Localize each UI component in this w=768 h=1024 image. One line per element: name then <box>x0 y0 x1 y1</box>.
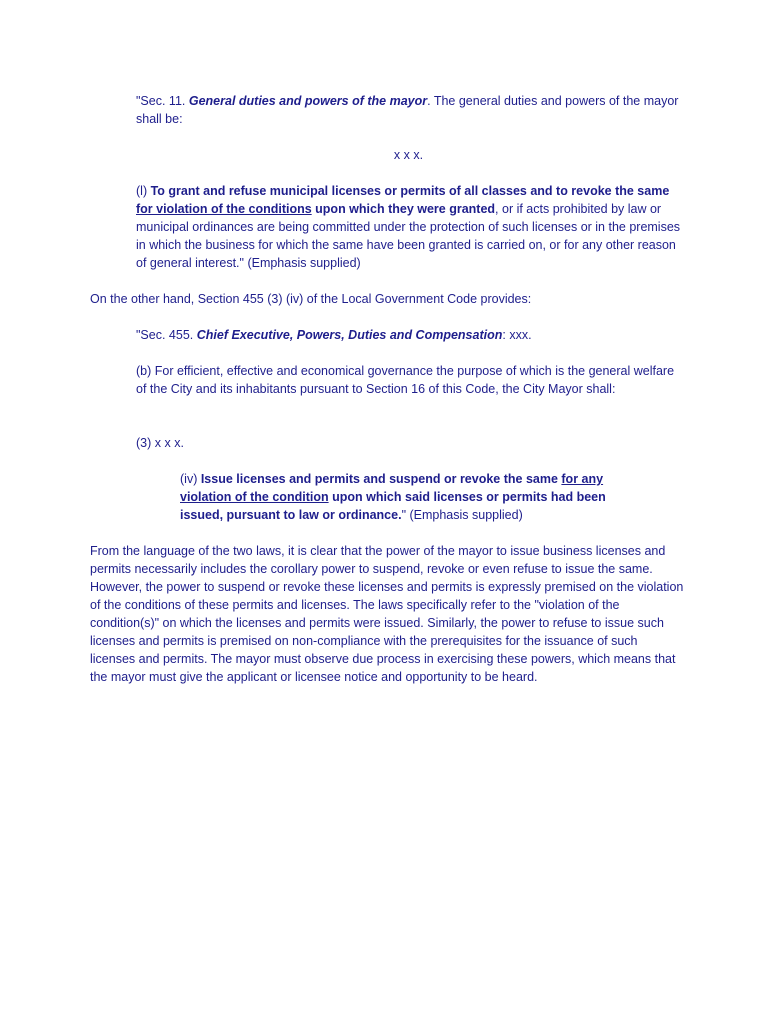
paragraph-iv-number: (iv) <box>180 472 201 486</box>
paragraph-b: (b) For efficient, effective and economical governance the purpose of which is the general welfare of the City and its inhabitants pursuant to Section 16 of this Code, the City Mayor shall: <box>136 364 675 396</box>
paragraph-iv-underlined: for any violation of the condition <box>180 472 604 504</box>
sec455-paragraph <box>136 326 681 344</box>
sec11-paragraph <box>136 92 681 128</box>
paragraph-l-underlined: for violation of the conditions <box>136 202 312 216</box>
sec455-title: Chief Executive, Powers, Duties and Compensation <box>196 328 503 342</box>
sec11-rest: . The general duties and powers of the mayor shall be: <box>136 94 679 126</box>
paragraph-l-bold-1: To grant and refuse municipal licenses or permits of all classes and to revoke the same <box>150 184 670 198</box>
sec455-rest: : xxx. <box>502 328 532 342</box>
paragraph-l-bold-2: upon which they were granted <box>311 202 496 216</box>
sec11-title: General duties and powers of the mayor <box>188 94 428 108</box>
paragraph-iv <box>180 470 650 524</box>
paragraph-iv-rest: " (Emphasis supplied) <box>401 508 523 522</box>
ellipsis-xxx: x x x. <box>393 148 424 162</box>
other-hand-paragraph: On the other hand, Section 455 (3) (iv) of the Local Government Code provides: <box>90 292 532 306</box>
paragraph-iv-bold-2: upon which said licenses or permits had been issued, pursuant to law or ordinance. <box>180 490 606 522</box>
conclusion-paragraph: From the language of the two laws, it is clear that the power of the mayor to issue business licenses and permits necessarily includes the corollary power to suspend, revoke or even refuse to issue the same. However, the power to suspend or revoke these licenses and permits is expressly premised on the violation of the conditions of these permits and licenses. The laws specifically refer to the "violation of the condition(s)" on which the licenses and permits were issued. Similarly, the power to refuse to issue such licenses and permits is premised on non-compliance with the prerequisites for the issuance of such licenses and permits. The mayor must observe due process in exercising these powers, which means that the mayor must give the applicant or licensee notice and opportunity to be heard. <box>90 544 684 684</box>
paragraph-l <box>136 182 681 272</box>
sec11-open: "Sec. 11. <box>136 94 189 108</box>
sec455-open: "Sec. 455. <box>136 328 197 342</box>
paragraph-iv-bold-1: Issue licenses and permits and suspend or revoke the same <box>200 472 562 486</box>
paragraph-l-rest: , or if acts prohibited by law or municipal ordinances are being committed under the protection of such licenses or in the premises in which the business for which the same have been granted is carried on, or for any other reason of general interest." (Emphasis supplied) <box>136 202 681 270</box>
paragraph-3: (3) x x x. <box>136 436 184 450</box>
paragraph-l-number: (l) <box>136 184 151 198</box>
